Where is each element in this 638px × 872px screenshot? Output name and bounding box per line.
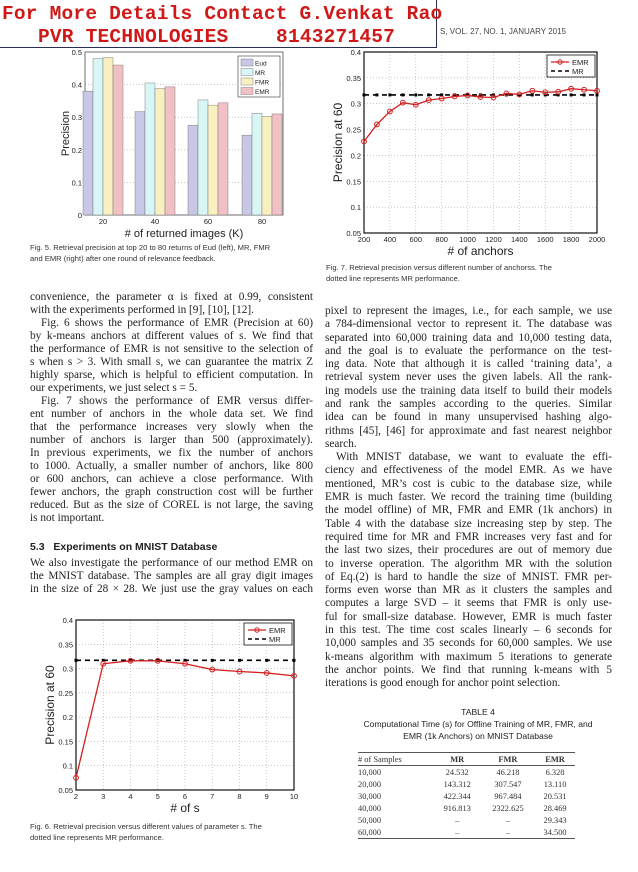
table-cell: 30,000	[358, 791, 382, 801]
banner-line-1: For More Details Contact G.Venkat Rao	[2, 3, 443, 25]
y-tick-label: 0.1	[350, 203, 361, 213]
table-row	[358, 778, 575, 790]
text-line: ful for small-size database. However, EMR is much faster	[325, 610, 612, 623]
bar-emr	[165, 87, 175, 215]
y-tick-label: 0.05	[346, 229, 361, 238]
text-line: search.	[325, 437, 357, 450]
text-line: the performance of EMR is not sensitive to the selection of	[30, 343, 313, 355]
legend-label: EMR	[255, 89, 270, 96]
table4-title-1: Computational Time (s) for Offline Training of MR, FMR, and	[363, 719, 593, 729]
text-line: reduced. But as the size of COREL is not large, the saving	[30, 499, 313, 511]
y-tick-label: 0.4	[62, 616, 73, 625]
x-tick-label: 5	[155, 792, 160, 801]
text-line: the anchor points. We find that running k-means with 5	[325, 663, 612, 676]
text-line: of Eq.(2) is hard to handle the size of MNIST. FMR per-	[325, 570, 612, 583]
table-row	[358, 814, 575, 826]
banner-line-2: PVR TECHNOLOGIES 8143271457	[38, 26, 396, 48]
data-point-mr	[265, 659, 268, 662]
legend-label: FMR	[255, 79, 270, 87]
contact-banner	[0, 0, 443, 48]
data-point-mr	[293, 659, 296, 662]
x-tick-label: 800	[435, 235, 448, 244]
y-tick-label: 0.35	[58, 640, 73, 650]
bar-mr	[252, 113, 262, 215]
data-point-mr	[531, 93, 534, 96]
table-cell: 28.469	[543, 803, 567, 813]
text-line: the model offline) of MR, FMR and EMR (1k anchors) in	[325, 504, 612, 517]
data-point-mr	[75, 659, 78, 662]
table-cell: 2322.625	[492, 803, 524, 813]
table-header-row	[358, 753, 575, 766]
text-line: s when s > 3. With small s, we can guarantee the matrix Z	[30, 356, 313, 368]
y-tick-label: 0.2	[71, 145, 82, 155]
text-line: separated into 60,000 training data and 10,000 testing data,	[325, 331, 612, 344]
caption-line: Fig. 5. Retrieval precision at top 20 to 80 returns of Eud (left), MR, FMR	[30, 243, 271, 252]
text-line: We also investigate the performance of our method EMR on	[30, 557, 313, 569]
text-line: the last two sizes, their procedures are out of memory due	[325, 544, 612, 557]
text-line: a 784-dimensional vector to represent it. The database was	[325, 318, 612, 331]
y-tick-label: 0.5	[71, 48, 82, 57]
table-row	[358, 790, 575, 802]
bar-emr	[272, 114, 282, 215]
text-line: that the performance increases very slowly when the	[30, 421, 313, 433]
caption-line: dotted line represents MR performance.	[30, 833, 164, 842]
data-point-mr	[414, 93, 417, 96]
fig7-caption	[326, 262, 552, 284]
x-tick-label: 8	[237, 792, 242, 801]
text-line: to inverse operation. The algorithm MR with the solution	[325, 557, 612, 570]
x-tick-label: 40	[150, 217, 160, 226]
table-cell: 916.813	[443, 803, 471, 813]
text-line: ing models use the training data itself to build their models	[325, 384, 612, 397]
table-cell: 46.218	[496, 767, 520, 777]
text-line: rithms [45], [46] for approximate and fast nearest neighbor	[325, 424, 612, 437]
y-tick-label: 0.15	[346, 177, 361, 187]
table-cell: 20,000	[358, 779, 382, 789]
text-line: the MNIST database. The samples are all gray digit images	[30, 570, 313, 582]
bar-fmr	[208, 105, 218, 215]
data-point-mr	[363, 93, 366, 96]
data-point-mr	[570, 93, 573, 96]
text-line: Table 4 with the database size increasing step by step. The	[325, 517, 612, 530]
x-tick-label: 7	[210, 792, 215, 801]
y-axis-label: Precision at 60	[331, 102, 345, 183]
y-tick-label: 0.25	[346, 125, 361, 135]
x-tick-label: 6	[182, 792, 188, 801]
text-line: our experiments, we just select s = 5.	[30, 382, 198, 394]
legend-label: MR	[255, 70, 266, 77]
legend-swatch	[241, 78, 253, 85]
legend-label: MR	[572, 67, 584, 76]
y-tick-label: 0.25	[58, 688, 73, 698]
table-cell: –	[455, 815, 460, 825]
y-axis-label: Precision	[60, 110, 72, 157]
bar-fmr	[103, 58, 113, 215]
x-tick-label: 1600	[536, 235, 554, 244]
legend-label: EMR	[269, 626, 286, 635]
x-tick-label: 1200	[485, 235, 502, 244]
data-point-mr	[388, 93, 391, 96]
data-point-mr	[583, 93, 586, 96]
x-tick-label: 3	[101, 792, 106, 801]
bar-emr	[113, 65, 123, 215]
text-line: retrieval system never uses the given labels. All the rank-	[325, 371, 612, 384]
data-point-mr	[427, 93, 430, 96]
x-axis-label: # of s	[170, 801, 200, 815]
y-tick-label: 0.35	[346, 73, 361, 83]
text-line: iterations is good enough for anchor point selection.	[325, 677, 561, 690]
y-tick-label: 0.1	[71, 178, 82, 188]
y-tick-label: 0	[77, 211, 82, 220]
text-line: computes a large SVD – it seems that FMR is only use-	[325, 597, 612, 610]
data-point-mr	[401, 93, 404, 96]
text-line: With MNIST database, we want to evaluate the effi-	[336, 451, 612, 464]
text-line: with the experiments performed in [9], [10], [12].	[30, 304, 254, 316]
text-line: ent number of anchors in the whole data set. We find	[30, 408, 313, 420]
text-line: in this test. The time cost scales linearly – 6 seconds for	[325, 623, 612, 636]
text-line: by k-means anchors at different values of s. We find that	[30, 330, 313, 342]
text-line: ciency and effectiveness of the model EMR. As we have	[325, 464, 612, 477]
text-line: Fig. 6 shows the performance of EMR (Precision at 60)	[41, 317, 313, 329]
text-line: EMR is much faster. We record the training time (building	[325, 491, 612, 504]
table4-label: TABLE 4	[461, 707, 495, 717]
text-line: convenience, the parameter α is fixed at 0.99, consistent	[30, 291, 313, 303]
col-header: # of Samples	[358, 753, 434, 766]
table-cell: 60,000	[358, 826, 434, 839]
x-tick-label: 400	[383, 235, 397, 244]
caption-line: Fig. 6. Retrieval precision versus different values of parameter s. The	[30, 822, 262, 831]
data-point-mr	[375, 93, 378, 96]
y-tick-label: 0.2	[62, 713, 73, 723]
bar-fmr	[155, 89, 165, 215]
col-header: MR	[434, 753, 481, 766]
x-tick-label: 60	[203, 217, 213, 226]
y-tick-label: 0.3	[350, 99, 361, 109]
text-line: In previous experiments, we fix the number of anchors	[30, 447, 313, 459]
text-line: idea can be found in many unsupervised hashing algo-	[325, 411, 612, 424]
y-tick-label: 0.15	[58, 737, 73, 747]
y-tick-label: 0.3	[71, 113, 82, 123]
y-tick-label: 0.2	[350, 151, 361, 161]
text-line: in the size of 28 × 28. We just use the gray values on each	[30, 583, 313, 595]
table-cell: –	[481, 826, 535, 839]
x-tick-label: 2	[73, 792, 79, 801]
text-line: fewer anchors, the graph construction cost will be further	[30, 486, 313, 498]
text-line: is not important.	[30, 512, 105, 524]
y-tick-label: 0.1	[62, 761, 73, 771]
col-header: FMR	[481, 753, 535, 766]
y-axis-label: Precision at 60	[43, 665, 57, 745]
x-tick-label: 1000	[459, 235, 476, 244]
y-tick-label: 0.3	[62, 664, 73, 674]
table-cell: 10,000	[358, 767, 382, 777]
table-cell: 967.484	[494, 791, 522, 801]
x-tick-label: 1400	[510, 235, 528, 244]
x-tick-label: 20	[98, 217, 108, 226]
plot-area	[364, 52, 597, 233]
legend-label: Eud	[255, 60, 267, 68]
text-line: ing data. Note that although it is called ‘training data’, a	[325, 358, 612, 371]
table-cell: 50,000	[358, 815, 382, 825]
bar-emr	[218, 103, 228, 215]
bar-mr	[198, 100, 208, 215]
table-cell: 24.532	[445, 767, 469, 777]
table-cell: 20.531	[543, 791, 567, 801]
table-cell: –	[505, 815, 511, 825]
text-line: required time for MR and FMR increases very fast and for	[325, 530, 612, 543]
text-line: or 600 anchors, can achieve a close performance. With	[30, 473, 313, 485]
text-line: Fig. 7 shows the performance of EMR versus differ-	[41, 395, 313, 407]
caption-line: Fig. 7. Retrieval precision versus different number of anchorss. The	[326, 263, 552, 272]
text-line: and rank the samples according to the queries. Similar	[325, 398, 612, 411]
y-tick-label: 0.4	[71, 80, 82, 90]
table4	[358, 752, 575, 839]
table4-title-2: EMR (1k Anchors) on MNIST Database	[403, 731, 553, 741]
x-tick-label: 600	[409, 235, 423, 244]
x-tick-label: 80	[257, 217, 267, 226]
section-heading: 5.3 Experiments on MNIST Database	[30, 541, 218, 553]
x-tick-label: 200	[357, 235, 371, 244]
table-cell: 422.344	[443, 791, 471, 801]
y-tick-label: 0.4	[350, 48, 361, 57]
y-tick-label: 0.05	[58, 786, 73, 795]
table-cell: 40,000	[358, 803, 382, 813]
bar-mr	[93, 59, 103, 215]
table-cell: 307.547	[494, 779, 522, 789]
x-tick-label: 1800	[562, 235, 580, 244]
table-row	[358, 766, 575, 779]
legend-label: EMR	[572, 58, 589, 67]
caption-line: dotted line represents MR performance.	[326, 274, 460, 283]
table-cell: 6.328	[545, 767, 565, 777]
data-point-mr	[596, 93, 599, 96]
bar-fmr	[262, 116, 272, 215]
bar-eud	[188, 125, 198, 215]
data-point-mr	[238, 659, 241, 662]
table-cell: 143.312	[443, 779, 471, 789]
text-line: to 1000. Actually, a smaller number of anchors, like 800	[30, 460, 313, 472]
x-axis-label: # of returned images (K)	[124, 228, 244, 240]
text-line: pixel to represent the images, i.e., for each sample, we use	[325, 305, 612, 317]
table-row	[358, 802, 575, 814]
table-cell: 13.110	[543, 779, 567, 789]
x-tick-label: 4	[128, 792, 133, 801]
x-tick-label: 9	[264, 792, 269, 801]
text-line: number of anchors is larger than 500 (approximately).	[30, 434, 313, 446]
table-cell: 34.500	[535, 826, 575, 839]
col-header: EMR	[535, 753, 575, 766]
table-cell: 29.343	[543, 815, 567, 825]
x-axis-label: # of anchors	[447, 244, 514, 258]
bar-eud	[135, 112, 145, 215]
text-line: mentioned, MR’s cost is cubic to the database size, while	[325, 477, 612, 490]
text-line: forms even worse than MR as it clusters the samples and	[325, 584, 612, 597]
legend-swatch	[241, 88, 253, 95]
journal-header: S, VOL. 27, NO. 1, JANUARY 2015	[440, 27, 566, 36]
bar-eud	[242, 135, 252, 215]
caption-line: and EMR (right) after one round of relevance feedback.	[30, 254, 216, 263]
text-line: k-means algorithm with maximum 5 iterations to generate	[325, 650, 612, 663]
text-line: highly sparse, which is helpful to efficient computation. In	[30, 369, 313, 381]
text-line: and the goal is to evaluate the performance on the test-	[325, 344, 612, 357]
legend-swatch	[241, 69, 253, 76]
x-tick-label: 2000	[588, 235, 606, 244]
fig5-caption	[30, 242, 270, 264]
bar-eud	[83, 91, 93, 215]
table-row	[358, 826, 575, 839]
table-cell: –	[434, 826, 481, 839]
text-line: 10,000 samples and 35 seconds for 60,000 samples. We use	[325, 637, 612, 650]
data-point-mr	[211, 659, 214, 662]
fig6-caption	[30, 821, 262, 843]
x-tick-label: 10	[289, 792, 299, 801]
bar-mr	[145, 83, 155, 215]
legend-swatch	[241, 59, 253, 66]
legend-label: MR	[269, 635, 281, 644]
